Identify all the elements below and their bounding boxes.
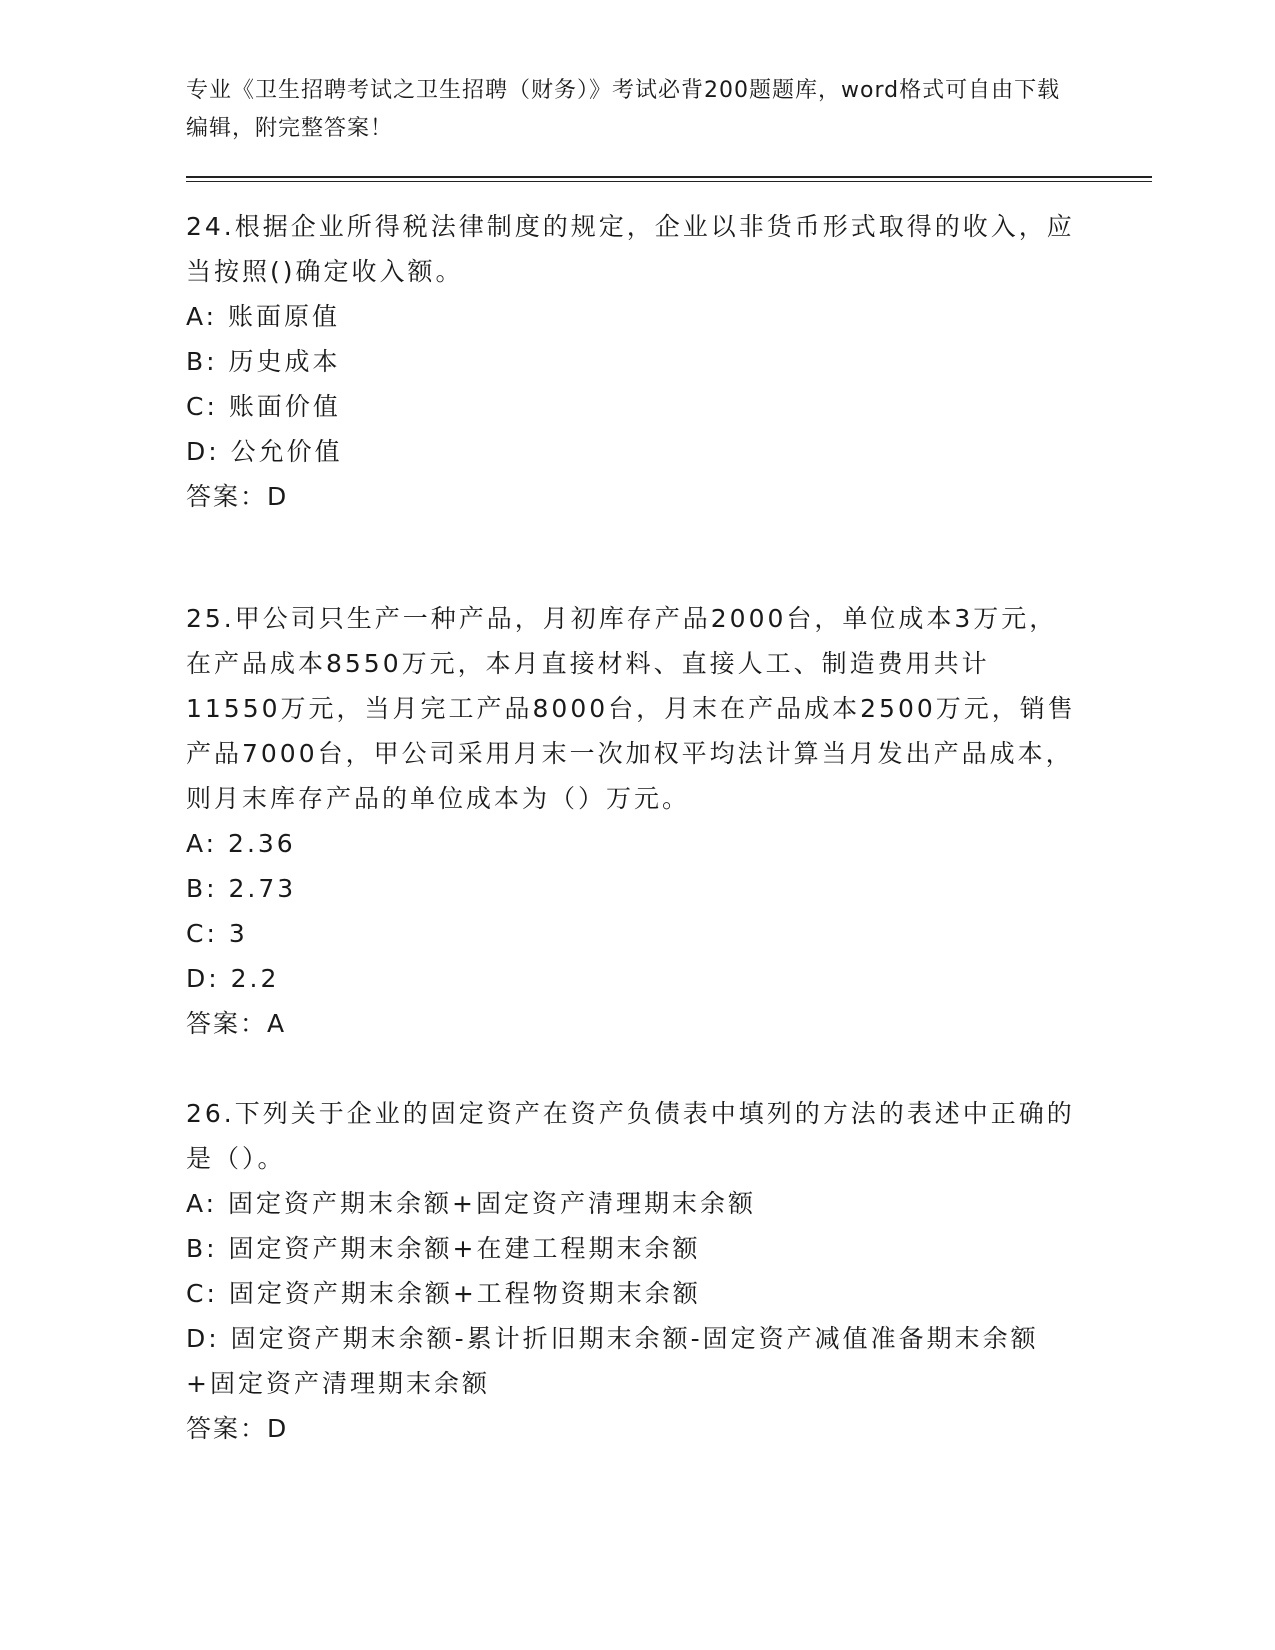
option-b: B: 历史成本 xyxy=(186,347,341,376)
question-stem: 24.根据企业所得税法律制度的规定，企业以非货币形式取得的收入，应当按照()确定收入额。 xyxy=(186,212,1075,286)
question-26 xyxy=(186,1091,1076,1451)
option-d: D: 2.2 xyxy=(186,964,280,993)
header-rule-thin xyxy=(186,181,1152,182)
option-a: A: 固定资产期末余额+固定资产清理期末余额 xyxy=(186,1189,756,1218)
option-d: D: 公允价值 xyxy=(186,437,343,466)
question-stem: 25.甲公司只生产一种产品，月初库存产品2000台，单位成本3万元，在产品成本8550万元，本月直接材料、直接人工、制造费用共计11550万元，当月完工产品8000台，月末在产品成本2500万元，销售产品7000台，甲公司采用月末一次加权平均法计算当月发出产品成本，则月末库存产品的单位成本为（）万元。 xyxy=(186,604,1076,813)
question-24 xyxy=(186,204,1076,519)
answer-line: 答案：D xyxy=(186,482,289,511)
header-rule-thick xyxy=(186,176,1152,178)
answer-line: 答案：A xyxy=(186,1009,287,1038)
question-25 xyxy=(186,596,1076,1046)
option-a: A: 账面原值 xyxy=(186,302,341,331)
option-d: D: 固定资产期末余额-累计折旧期末余额-固定资产减值准备期末余额+固定资产清理期末余额 xyxy=(186,1324,1039,1398)
question-stem: 26.下列关于企业的固定资产在资产负债表中填列的方法的表述中正确的是（）。 xyxy=(186,1099,1075,1173)
document-header: 专业《卫生招聘考试之卫生招聘（财务）》考试必背200题题库，word格式可自由下载编辑，附完整答案！ xyxy=(186,78,1061,141)
option-c: C: 固定资产期末余额+工程物资期末余额 xyxy=(186,1279,701,1308)
option-b: B: 2.73 xyxy=(186,874,297,903)
option-c: C: 3 xyxy=(186,919,248,948)
option-a: A: 2.36 xyxy=(186,829,296,858)
option-c: C: 账面价值 xyxy=(186,392,341,421)
answer-line: 答案：D xyxy=(186,1414,289,1443)
option-b: B: 固定资产期末余额+在建工程期末余额 xyxy=(186,1234,701,1263)
